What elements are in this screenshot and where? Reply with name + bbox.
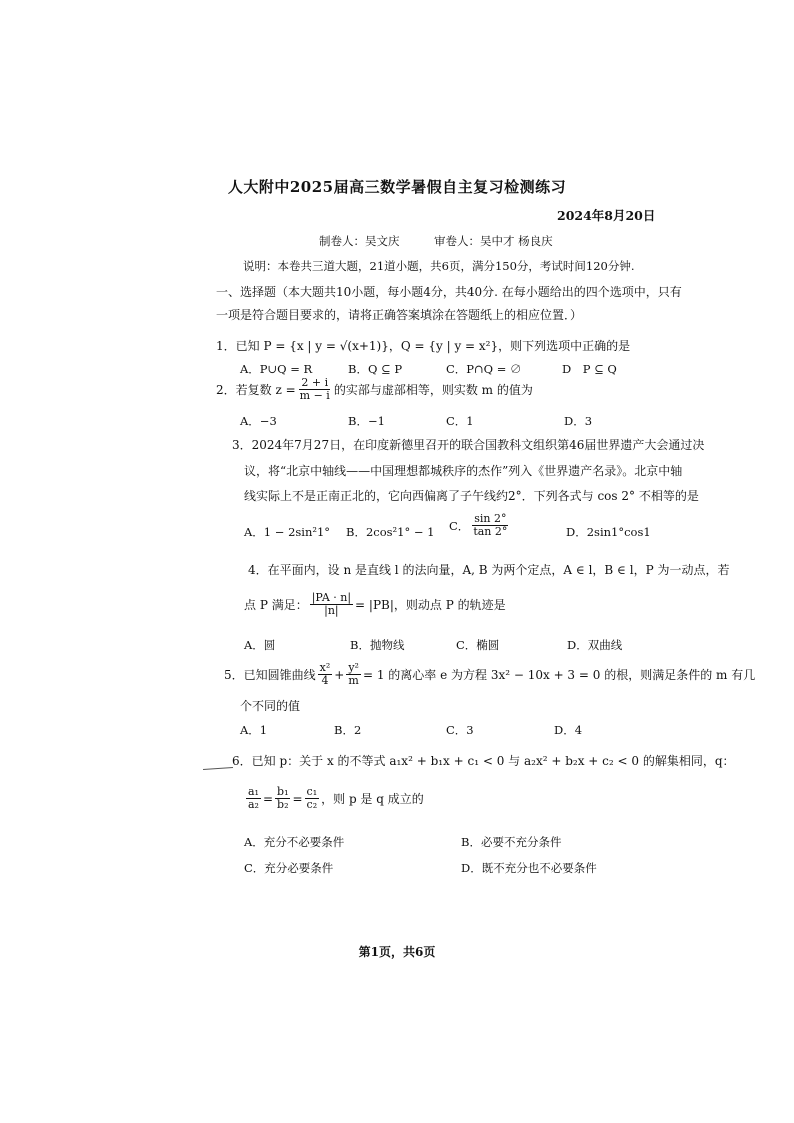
question-2-option-a: A．−3 xyxy=(240,414,277,428)
question-2-fraction xyxy=(298,377,332,402)
question-3-option-c-label: C． xyxy=(449,518,470,533)
question-5-fraction-y-denominator: m xyxy=(348,674,359,687)
page-title: 人大附中2025届高三数学暑假自主复习检测练习 xyxy=(227,178,567,196)
question-5-fraction-x xyxy=(318,662,333,687)
question-2-stem xyxy=(216,377,533,402)
question-4-option-a: A．圆 xyxy=(244,638,276,652)
question-1-option-a: A．P∪Q = R xyxy=(240,362,313,376)
question-5-pre: 5．已知圆锥曲线 xyxy=(224,668,316,682)
section-heading-line2: 一项是符合题目要求的，请将正确答案填涂在答题纸上的相应位置．） xyxy=(216,308,583,322)
instructions-note: 说明：本卷共三道大题，21道小题，共6页，满分150分，考试时间120分钟. xyxy=(243,259,635,273)
question-3-option-c-denominator: tan 2° xyxy=(473,525,508,538)
question-6-fraction-b-numerator: b₁ xyxy=(277,785,289,798)
question-5-fraction-y xyxy=(346,662,361,687)
question-5-option-c: C．3 xyxy=(446,723,474,737)
question-6-option-a: A．充分不必要条件 xyxy=(244,835,345,849)
question-4-option-b: B．抛物线 xyxy=(350,638,405,652)
question-6-post: ，则 p 是 q 成立的 xyxy=(321,792,424,806)
question-6-line2 xyxy=(244,786,424,811)
scan-mark xyxy=(203,767,233,770)
exam-date: 2024年8月20日 xyxy=(557,208,656,223)
question-2-option-d: D．3 xyxy=(564,414,593,428)
question-3-line3: 线实际上不是正南正北的，它向西偏离了子午线约2°．下列各式与 cos 2° 不相等的是 xyxy=(244,489,699,503)
question-6-fraction-a-numerator: a₁ xyxy=(248,785,259,798)
question-6-equals-1: = xyxy=(262,791,274,806)
question-3-option-c-fraction xyxy=(471,513,509,538)
question-2-pre: 2．若复数 z = xyxy=(216,383,296,397)
question-1-option-b: B．Q ⊆ P xyxy=(348,362,403,376)
authors-line: 制卷人：吴文庆 审卷人：吴中才 杨良庆 xyxy=(319,234,553,248)
question-3-line1: 3．2024年7月27日，在印度新德里召开的联合国教科文组织第46届世界遗产大会通过决 xyxy=(232,438,705,452)
question-4-line2 xyxy=(244,592,506,617)
question-6-option-b: B．必要不充分条件 xyxy=(461,835,562,849)
question-5-line2: 个不同的值 xyxy=(240,699,301,713)
question-6-fraction-a xyxy=(246,786,261,811)
question-1-stem: 1．已知 P = {x | y = √(x+1)}，Q = {y | y = x²}，则下列选项中正确的是 xyxy=(216,339,631,353)
question-4-option-c: C．椭圆 xyxy=(456,638,500,652)
question-4-pre: 点 P 满足： xyxy=(244,598,308,612)
question-4-numerator: |PA · n| xyxy=(311,591,352,604)
question-2-post: 的实部与虚部相等，则实数 m 的值为 xyxy=(333,383,533,397)
question-1-option-c: C．P∩Q = ∅ xyxy=(446,362,522,376)
question-6-fraction-c xyxy=(305,786,320,811)
question-6-option-d: D．既不充分也不必要条件 xyxy=(461,861,597,875)
question-3-option-d: D．2sin1°cos1 xyxy=(566,525,651,539)
question-1-option-d: D P ⊆ Q xyxy=(562,362,617,376)
question-5-option-d: D．4 xyxy=(554,723,583,737)
question-3-option-c xyxy=(449,513,511,538)
question-2-numerator: 2 + i xyxy=(301,376,329,389)
question-3-option-a: A．1 − 2sin²1° xyxy=(244,525,331,539)
question-6-option-c: C．充分必要条件 xyxy=(244,861,334,875)
question-4-denominator: |n| xyxy=(324,604,339,617)
page-footer: 第1页，共6页 xyxy=(358,945,436,959)
question-5-option-a: A．1 xyxy=(240,723,268,737)
section-heading-line1: 一、选择题（本大题共10小题，每小题4分，共40分. 在每小题给出的四个选项中，只有 xyxy=(216,285,682,299)
question-3-option-b: B．2cos²1° − 1 xyxy=(346,525,435,539)
question-6-fraction-b-denominator: b₂ xyxy=(277,798,289,811)
question-3-line2: 议，将“北京中轴线——中国理想都城秩序的杰作”列入《世界遗产名录》。北京中轴 xyxy=(244,464,683,478)
question-4-line1: 4．在平面内，设 n 是直线 l 的法向量，A, B 为两个定点，A ∈ l，B ∈ l，P 为一动点，若 xyxy=(248,563,730,577)
question-2-option-c: C．1 xyxy=(446,414,474,428)
question-4-option-d: D．双曲线 xyxy=(567,638,623,652)
question-4-post: = |PB|，则动点 P 的轨迹是 xyxy=(355,598,506,612)
question-5-option-b: B．2 xyxy=(334,723,362,737)
question-6-line1: 6．已知 p：关于 x 的不等式 a₁x² + b₁x + c₁ < 0 与 a₂x² + b₂x + c₂ < 0 的解集相同，q： xyxy=(232,754,735,768)
question-5-fraction-x-numerator: x² xyxy=(319,661,331,674)
question-3-option-c-numerator: sin 2° xyxy=(474,512,507,525)
question-5-plus: + xyxy=(334,667,345,682)
question-5-fraction-y-numerator: y² xyxy=(348,661,359,674)
question-5-line1 xyxy=(224,662,755,687)
question-4-fraction xyxy=(310,592,353,617)
question-6-fraction-c-denominator: c₂ xyxy=(306,798,318,811)
question-5-fraction-x-denominator: 4 xyxy=(321,674,329,687)
question-5-post: = 1 的离心率 e 为方程 3x² − 10x + 3 = 0 的根，则满足条件的 m 有几 xyxy=(362,668,756,682)
question-6-fraction-a-denominator: a₂ xyxy=(248,798,259,811)
question-6-fraction-b xyxy=(275,786,290,811)
question-6-equals-2: = xyxy=(292,791,303,806)
question-2-denominator: m − i xyxy=(299,389,330,402)
question-2-option-b: B．−1 xyxy=(348,414,385,428)
question-6-fraction-c-numerator: c₁ xyxy=(306,785,318,798)
